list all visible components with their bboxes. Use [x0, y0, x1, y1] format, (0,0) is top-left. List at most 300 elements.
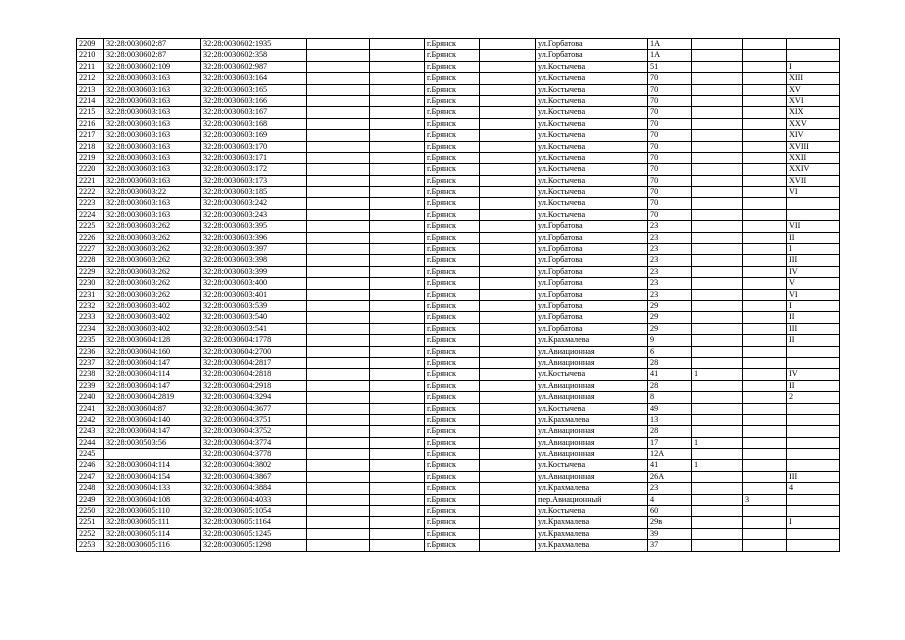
- cell-city: г.Брянск: [425, 50, 480, 61]
- cell-street: ул.Костычева: [536, 61, 648, 72]
- cell-cadastral-parcel: 32:28:0030603:402: [104, 312, 201, 323]
- cell-blank-col-7: [480, 209, 536, 220]
- table-row: [77, 517, 840, 528]
- cell-cadastral-parcel: 32:28:0030603:262: [104, 289, 201, 300]
- cell-flat-number: [743, 335, 787, 346]
- cell-street: ул.Горбатова: [536, 300, 648, 311]
- cell-house-number: 6: [648, 346, 692, 357]
- cell-street: ул.Авиационная: [536, 346, 648, 357]
- cell-blank-col-7: [480, 449, 536, 460]
- table-row: [77, 403, 840, 414]
- table-row: [77, 528, 840, 539]
- table-row: [77, 426, 840, 437]
- cell-row-number: 2227: [77, 244, 104, 255]
- cell-room-number: III: [787, 255, 840, 266]
- cell-city: г.Брянск: [425, 369, 480, 380]
- cell-building-number: [692, 95, 743, 106]
- cell-blank-col-7: [480, 437, 536, 448]
- cell-house-number: 28: [648, 426, 692, 437]
- cell-blank-col-7: [480, 460, 536, 471]
- cell-cadastral-object: 32:28:0030604:3802: [201, 460, 307, 471]
- cell-flat-number: [743, 244, 787, 255]
- cell-cadastral-object: 32:28:0030604:2918: [201, 380, 307, 391]
- cell-city: г.Брянск: [425, 471, 480, 482]
- cell-blank-col-4: [307, 107, 370, 118]
- cell-blank-col-4: [307, 460, 370, 471]
- cell-house-number: 28: [648, 380, 692, 391]
- cell-blank-col-5: [370, 414, 425, 425]
- cell-street: ул.Костычева: [536, 198, 648, 209]
- cell-house-number: 23: [648, 221, 692, 232]
- cell-flat-number: [743, 380, 787, 391]
- cell-house-number: 8: [648, 392, 692, 403]
- cell-room-number: [787, 198, 840, 209]
- cell-room-number: [787, 540, 840, 551]
- cell-cadastral-parcel: 32:28:0030602:109: [104, 61, 201, 72]
- cell-blank-col-5: [370, 449, 425, 460]
- cell-cadastral-parcel: 32:28:0030605:114: [104, 528, 201, 539]
- cell-flat-number: [743, 426, 787, 437]
- cell-cadastral-parcel: 32:28:0030603:163: [104, 209, 201, 220]
- cell-building-number: [692, 357, 743, 368]
- cell-cadastral-parcel: 32:28:0030603:262: [104, 244, 201, 255]
- cell-blank-col-7: [480, 118, 536, 129]
- cell-cadastral-object: 32:28:0030603:242: [201, 198, 307, 209]
- cell-blank-col-7: [480, 152, 536, 163]
- cell-blank-col-7: [480, 255, 536, 266]
- cell-blank-col-5: [370, 494, 425, 505]
- cell-street: ул.Авиационная: [536, 357, 648, 368]
- cell-row-number: 2241: [77, 403, 104, 414]
- cell-house-number: 23: [648, 483, 692, 494]
- cell-cadastral-object: 32:28:0030603:169: [201, 130, 307, 141]
- cell-blank-col-5: [370, 426, 425, 437]
- table-row: [77, 141, 840, 152]
- cell-room-number: [787, 426, 840, 437]
- cell-building-number: [692, 278, 743, 289]
- cell-blank-col-7: [480, 289, 536, 300]
- cell-house-number: 13: [648, 414, 692, 425]
- cell-blank-col-4: [307, 483, 370, 494]
- cell-blank-col-5: [370, 403, 425, 414]
- cell-blank-col-5: [370, 221, 425, 232]
- cell-cadastral-object: 32:28:0030604:3294: [201, 392, 307, 403]
- cell-row-number: 2224: [77, 209, 104, 220]
- cell-row-number: 2222: [77, 187, 104, 198]
- cell-building-number: [692, 61, 743, 72]
- cell-cadastral-object: 32:28:0030603:172: [201, 164, 307, 175]
- cell-flat-number: [743, 107, 787, 118]
- cell-blank-col-7: [480, 300, 536, 311]
- cell-cadastral-parcel: 32:28:0030604:140: [104, 414, 201, 425]
- cell-room-number: [787, 403, 840, 414]
- cell-house-number: 39: [648, 528, 692, 539]
- cell-house-number: 4: [648, 494, 692, 505]
- cell-cadastral-object: 32:28:0030603:170: [201, 141, 307, 152]
- cell-cadastral-parcel: 32:28:0030503:56: [104, 437, 201, 448]
- cell-city: г.Брянск: [425, 335, 480, 346]
- cell-building-number: [692, 506, 743, 517]
- cell-house-number: 9: [648, 335, 692, 346]
- cell-house-number: 23: [648, 289, 692, 300]
- cell-blank-col-7: [480, 141, 536, 152]
- cell-blank-col-5: [370, 107, 425, 118]
- cell-cadastral-parcel: 32:28:0030604:87: [104, 403, 201, 414]
- cell-city: г.Брянск: [425, 403, 480, 414]
- cell-row-number: 2231: [77, 289, 104, 300]
- cell-cadastral-parcel: 32:28:0030605:111: [104, 517, 201, 528]
- cell-blank-col-4: [307, 449, 370, 460]
- cell-blank-col-5: [370, 118, 425, 129]
- cell-blank-col-5: [370, 483, 425, 494]
- cell-room-number: XIX: [787, 107, 840, 118]
- cell-blank-col-5: [370, 130, 425, 141]
- cell-house-number: 29: [648, 312, 692, 323]
- cell-room-number: IV: [787, 266, 840, 277]
- cell-cadastral-parcel: 32:28:0030603:262: [104, 266, 201, 277]
- cell-street: ул.Крахмалева: [536, 540, 648, 551]
- cell-house-number: 70: [648, 209, 692, 220]
- cell-blank-col-5: [370, 471, 425, 482]
- cell-room-number: III: [787, 323, 840, 334]
- cell-house-number: 37: [648, 540, 692, 551]
- cell-flat-number: [743, 84, 787, 95]
- cell-blank-col-7: [480, 244, 536, 255]
- cell-building-number: [692, 426, 743, 437]
- cell-blank-col-5: [370, 266, 425, 277]
- cell-room-number: [787, 506, 840, 517]
- cell-cadastral-object: 32:28:0030603:243: [201, 209, 307, 220]
- table-row: [77, 39, 840, 50]
- cell-cadastral-parcel: 32:28:0030603:163: [104, 118, 201, 129]
- cell-blank-col-7: [480, 95, 536, 106]
- cell-row-number: 2234: [77, 323, 104, 334]
- cell-cadastral-parcel: 32:28:0030603:163: [104, 73, 201, 84]
- table-row: [77, 118, 840, 129]
- cell-blank-col-4: [307, 141, 370, 152]
- cell-house-number: 70: [648, 175, 692, 186]
- cell-blank-col-4: [307, 392, 370, 403]
- cell-building-number: [692, 289, 743, 300]
- cell-building-number: [692, 323, 743, 334]
- cell-cadastral-object: 32:28:0030603:398: [201, 255, 307, 266]
- cell-room-number: 4: [787, 483, 840, 494]
- table-row: [77, 95, 840, 106]
- table-row: [77, 449, 840, 460]
- cell-house-number: 70: [648, 152, 692, 163]
- cell-row-number: 2245: [77, 449, 104, 460]
- cell-building-number: [692, 175, 743, 186]
- cell-cadastral-parcel: 32:28:0030604:154: [104, 471, 201, 482]
- cell-building-number: [692, 164, 743, 175]
- cell-blank-col-7: [480, 198, 536, 209]
- cell-room-number: [787, 437, 840, 448]
- table-row: [77, 437, 840, 448]
- cell-cadastral-object: 32:28:0030604:3778: [201, 449, 307, 460]
- cell-street: ул.Крахмалева: [536, 528, 648, 539]
- cell-street: ул.Костычева: [536, 506, 648, 517]
- cell-blank-col-7: [480, 221, 536, 232]
- cell-house-number: 29в: [648, 517, 692, 528]
- cell-cadastral-object: 32:28:0030603:401: [201, 289, 307, 300]
- cell-blank-col-7: [480, 403, 536, 414]
- cell-street: ул.Горбатова: [536, 221, 648, 232]
- cell-blank-col-4: [307, 39, 370, 50]
- cell-row-number: 2228: [77, 255, 104, 266]
- cell-room-number: [787, 39, 840, 50]
- table-row: [77, 187, 840, 198]
- cell-city: г.Брянск: [425, 460, 480, 471]
- cell-city: г.Брянск: [425, 323, 480, 334]
- cell-room-number: I: [787, 61, 840, 72]
- table-row: [77, 323, 840, 334]
- cell-blank-col-4: [307, 95, 370, 106]
- cell-blank-col-5: [370, 232, 425, 243]
- cell-blank-col-4: [307, 221, 370, 232]
- cell-blank-col-5: [370, 198, 425, 209]
- cell-building-number: [692, 232, 743, 243]
- cell-house-number: 12А: [648, 449, 692, 460]
- cell-building-number: [692, 152, 743, 163]
- table-row: [77, 483, 840, 494]
- cell-cadastral-object: 32:28:0030603:400: [201, 278, 307, 289]
- cell-cadastral-object: 32:28:0030603:171: [201, 152, 307, 163]
- cell-blank-col-4: [307, 335, 370, 346]
- cell-city: г.Брянск: [425, 528, 480, 539]
- cell-flat-number: [743, 483, 787, 494]
- cell-blank-col-5: [370, 540, 425, 551]
- cell-street: ул.Костычева: [536, 403, 648, 414]
- cell-flat-number: [743, 449, 787, 460]
- cell-blank-col-4: [307, 50, 370, 61]
- cell-cadastral-parcel: 32:28:0030603:163: [104, 152, 201, 163]
- cell-city: г.Брянск: [425, 266, 480, 277]
- cell-city: г.Брянск: [425, 39, 480, 50]
- cell-cadastral-object: 32:28:0030605:1245: [201, 528, 307, 539]
- cell-cadastral-parcel: 32:28:0030603:262: [104, 278, 201, 289]
- cell-building-number: [692, 312, 743, 323]
- cell-blank-col-4: [307, 528, 370, 539]
- table-row: [77, 312, 840, 323]
- cell-flat-number: [743, 357, 787, 368]
- cell-room-number: [787, 414, 840, 425]
- cell-house-number: 28: [648, 357, 692, 368]
- cell-row-number: 2235: [77, 335, 104, 346]
- cell-row-number: 2252: [77, 528, 104, 539]
- cell-house-number: 70: [648, 141, 692, 152]
- cell-blank-col-5: [370, 164, 425, 175]
- cell-cadastral-object: 32:28:0030604:3752: [201, 426, 307, 437]
- cell-cadastral-object: 32:28:0030605:1054: [201, 506, 307, 517]
- cell-flat-number: [743, 392, 787, 403]
- cell-cadastral-object: 32:28:0030603:165: [201, 84, 307, 95]
- cell-blank-col-5: [370, 175, 425, 186]
- cell-building-number: [692, 141, 743, 152]
- cell-house-number: 49: [648, 403, 692, 414]
- cell-blank-col-7: [480, 357, 536, 368]
- cell-flat-number: [743, 61, 787, 72]
- cell-city: г.Брянск: [425, 255, 480, 266]
- table-row: [77, 266, 840, 277]
- cell-house-number: 41: [648, 460, 692, 471]
- cell-room-number: [787, 494, 840, 505]
- cell-blank-col-4: [307, 506, 370, 517]
- table-row: [77, 50, 840, 61]
- cell-blank-col-5: [370, 506, 425, 517]
- cell-cadastral-parcel: 32:28:0030603:163: [104, 95, 201, 106]
- cell-building-number: [692, 73, 743, 84]
- cell-cadastral-object: 32:28:0030603:396: [201, 232, 307, 243]
- cell-blank-col-7: [480, 471, 536, 482]
- cell-blank-col-7: [480, 312, 536, 323]
- cell-room-number: XIII: [787, 73, 840, 84]
- cell-cadastral-object: 32:28:0030604:3774: [201, 437, 307, 448]
- cell-cadastral-object: 32:28:0030604:3867: [201, 471, 307, 482]
- cell-cadastral-object: 32:28:0030603:167: [201, 107, 307, 118]
- cell-blank-col-4: [307, 289, 370, 300]
- cell-blank-col-4: [307, 346, 370, 357]
- table-row: [77, 164, 840, 175]
- cell-row-number: 2248: [77, 483, 104, 494]
- cell-building-number: [692, 335, 743, 346]
- cell-room-number: I: [787, 300, 840, 311]
- cell-building-number: [692, 118, 743, 129]
- cell-cadastral-object: 32:28:0030603:164: [201, 73, 307, 84]
- cell-row-number: 2220: [77, 164, 104, 175]
- cell-cadastral-parcel: 32:28:0030605:116: [104, 540, 201, 551]
- cell-blank-col-7: [480, 483, 536, 494]
- cell-city: г.Брянск: [425, 380, 480, 391]
- cell-cadastral-parcel: 32:28:0030604:114: [104, 460, 201, 471]
- cell-city: г.Брянск: [425, 141, 480, 152]
- cell-city: г.Брянск: [425, 289, 480, 300]
- cell-row-number: 2216: [77, 118, 104, 129]
- cell-row-number: 2237: [77, 357, 104, 368]
- cell-cadastral-object: 32:28:0030604:3677: [201, 403, 307, 414]
- cell-street: ул.Авиационная: [536, 437, 648, 448]
- cell-flat-number: [743, 130, 787, 141]
- cell-room-number: I: [787, 517, 840, 528]
- cell-flat-number: [743, 221, 787, 232]
- cell-street: ул.Костычева: [536, 95, 648, 106]
- table-row: [77, 460, 840, 471]
- cell-flat-number: [743, 278, 787, 289]
- cell-blank-col-5: [370, 357, 425, 368]
- cell-row-number: 2214: [77, 95, 104, 106]
- cell-cadastral-parcel: 32:28:0030604:108: [104, 494, 201, 505]
- table-row: [77, 289, 840, 300]
- cell-row-number: 2253: [77, 540, 104, 551]
- table-row: [77, 152, 840, 163]
- cell-room-number: [787, 357, 840, 368]
- cell-cadastral-parcel: 32:28:0030602:87: [104, 39, 201, 50]
- cell-street: ул.Горбатова: [536, 312, 648, 323]
- cell-street: ул.Крахмалева: [536, 335, 648, 346]
- cell-flat-number: [743, 528, 787, 539]
- cell-row-number: 2223: [77, 198, 104, 209]
- cell-blank-col-7: [480, 506, 536, 517]
- cell-cadastral-parcel: 32:28:0030603:163: [104, 164, 201, 175]
- cell-room-number: III: [787, 471, 840, 482]
- cell-room-number: I: [787, 244, 840, 255]
- cell-flat-number: [743, 209, 787, 220]
- cell-house-number: 70: [648, 73, 692, 84]
- cell-city: г.Брянск: [425, 232, 480, 243]
- cell-row-number: 2219: [77, 152, 104, 163]
- cell-room-number: IV: [787, 369, 840, 380]
- cell-flat-number: [743, 118, 787, 129]
- table-row: [77, 471, 840, 482]
- cell-cadastral-parcel: 32:28:0030605:110: [104, 506, 201, 517]
- cell-flat-number: 3: [743, 494, 787, 505]
- cell-blank-col-5: [370, 392, 425, 403]
- table-row: [77, 380, 840, 391]
- cell-city: г.Брянск: [425, 506, 480, 517]
- cell-row-number: 2212: [77, 73, 104, 84]
- cell-blank-col-7: [480, 107, 536, 118]
- cell-room-number: XXII: [787, 152, 840, 163]
- cell-blank-col-5: [370, 187, 425, 198]
- cell-blank-col-4: [307, 209, 370, 220]
- table-row: [77, 346, 840, 357]
- cell-street: ул.Крахмалева: [536, 414, 648, 425]
- cell-cadastral-parcel: 32:28:0030603:163: [104, 141, 201, 152]
- cell-building-number: [692, 528, 743, 539]
- cell-blank-col-4: [307, 540, 370, 551]
- cell-house-number: 23: [648, 255, 692, 266]
- cell-blank-col-5: [370, 335, 425, 346]
- cell-city: г.Брянск: [425, 61, 480, 72]
- cell-blank-col-7: [480, 414, 536, 425]
- cell-cadastral-object: 32:28:0030604:4033: [201, 494, 307, 505]
- cell-flat-number: [743, 266, 787, 277]
- cell-flat-number: [743, 369, 787, 380]
- cell-house-number: 23: [648, 278, 692, 289]
- cell-room-number: VI: [787, 289, 840, 300]
- cell-blank-col-4: [307, 517, 370, 528]
- cell-street: ул.Авиационная: [536, 471, 648, 482]
- cell-blank-col-5: [370, 39, 425, 50]
- cell-room-number: II: [787, 335, 840, 346]
- cell-city: г.Брянск: [425, 312, 480, 323]
- cell-flat-number: [743, 540, 787, 551]
- cell-building-number: [692, 494, 743, 505]
- cell-blank-col-5: [370, 369, 425, 380]
- cell-flat-number: [743, 471, 787, 482]
- cell-row-number: 2238: [77, 369, 104, 380]
- cell-blank-col-5: [370, 517, 425, 528]
- cell-street: ул.Костычева: [536, 84, 648, 95]
- table-row: [77, 255, 840, 266]
- cell-cadastral-object: 32:28:0030602:358: [201, 50, 307, 61]
- cell-blank-col-5: [370, 289, 425, 300]
- cell-street: ул.Костычева: [536, 141, 648, 152]
- cell-flat-number: [743, 403, 787, 414]
- cell-blank-col-5: [370, 209, 425, 220]
- cell-blank-col-5: [370, 255, 425, 266]
- cell-city: г.Брянск: [425, 244, 480, 255]
- registry-table-body: [77, 39, 840, 552]
- cell-cadastral-parcel: 32:28:0030604:114: [104, 369, 201, 380]
- cell-room-number: [787, 449, 840, 460]
- cell-blank-col-5: [370, 346, 425, 357]
- cell-blank-col-4: [307, 152, 370, 163]
- cell-cadastral-parcel: 32:28:0030603:262: [104, 255, 201, 266]
- cell-room-number: XVIII: [787, 141, 840, 152]
- cell-row-number: 2225: [77, 221, 104, 232]
- cell-row-number: 2251: [77, 517, 104, 528]
- cell-blank-col-4: [307, 426, 370, 437]
